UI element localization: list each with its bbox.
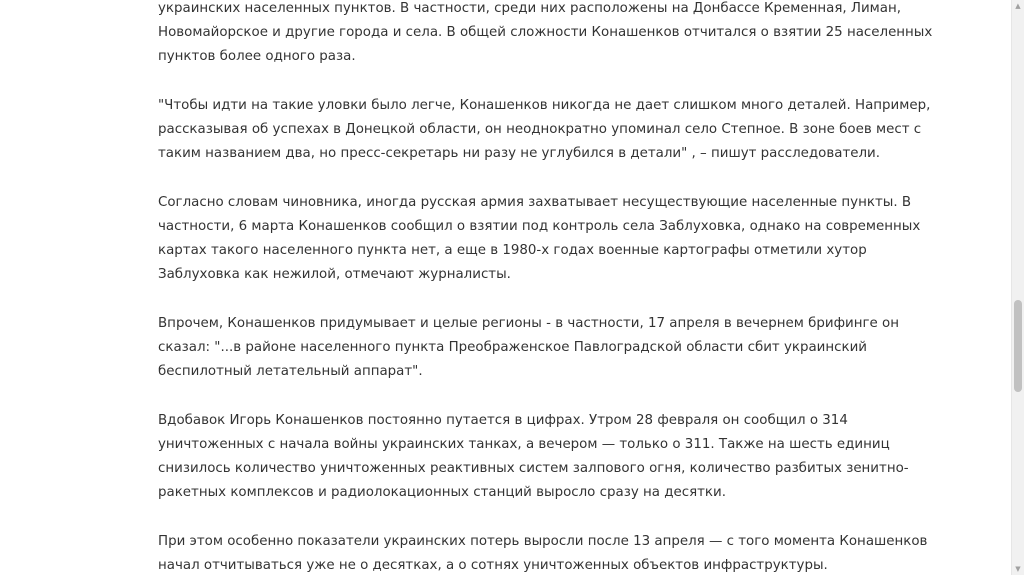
vertical-scrollbar[interactable]	[1011, 0, 1024, 575]
paragraph-line: уничтоженных с начала войны украинских танках, а вечером — только о 311. Также на шесть единиц	[158, 437, 890, 452]
article-paragraph-4	[158, 312, 899, 384]
article-paragraph-2	[158, 94, 931, 166]
article-paragraph-3	[158, 191, 921, 287]
paragraph-line: Вдобавок Игорь Конашенков постоянно путается в цифрах. Утром 28 февраля он сообщил о 314	[158, 413, 848, 428]
article-paragraph-1	[158, 0, 933, 69]
paragraph-line: "Чтобы идти на такие уловки было легче, Конашенков никогда не дает слишком много деталей. Например,	[158, 98, 931, 113]
paragraph-line: частности, 6 марта Конашенков сообщил о взятии под контроль села Заблуховка, однако на современных	[158, 219, 921, 234]
paragraph-line: ракетных комплексов и радиолокационных станций выросло сразу на десятки.	[158, 485, 726, 500]
article-paragraph-6	[158, 530, 928, 575]
paragraph-line: Впрочем, Конашенков придумывает и целые регионы - в частности, 17 апреля в вечернем брифинге он	[158, 316, 899, 331]
paragraph-line: таким названием два, но пресс-секретарь ни разу не углубился в детали" , – пишут расследователи.	[158, 146, 881, 161]
paragraph-line: рассказывая об успехах в Донецкой области, он неоднократно упоминал село Степное. В зоне боев мест с	[158, 122, 922, 137]
paragraph-line: пунктов более одного раза.	[158, 49, 356, 64]
paragraph-line: При этом особенно показатели украинских потерь выросли после 13 апреля — с того момента Конашенков	[158, 534, 928, 549]
paragraph-line: беспилотный летательный аппарат".	[158, 364, 423, 379]
paragraph-line: картах такого населенного пункта нет, а еще в 1980-х годах военные картографы отметили хутор	[158, 243, 867, 258]
article-body	[158, 0, 933, 575]
scrollbar-thumb[interactable]	[1014, 300, 1022, 392]
article-paragraph-5	[158, 409, 909, 505]
paragraph-line: сказал: "...в районе населенного пункта Преображенское Павлоградской области сбит украинский	[158, 340, 867, 355]
scroll-down-arrow-icon[interactable]: ▼	[1015, 565, 1021, 573]
scroll-up-arrow-icon[interactable]: ▲	[1015, 2, 1021, 10]
paragraph-line: Заблуховка как нежилой, отмечают журналисты.	[158, 267, 511, 282]
paragraph-line: украинских населенных пунктов. В частности, среди них расположены на Донбассе Кременная, Лиман,	[158, 1, 901, 16]
paragraph-line: Согласно словам чиновника, иногда русская армия захватывает несуществующие населенные пункты. В	[158, 195, 912, 210]
paragraph-line: Новомайорское и другие города и села. В общей сложности Конашенков отчитался о взятии 25 населенных	[158, 25, 933, 40]
paragraph-line: снизилось количество уничтоженных реактивных систем залпового огня, количество разбитых зенитно-	[158, 461, 909, 476]
paragraph-line: начал отчитываться уже не о десятках, а о сотнях уничтоженных объектов инфраструктуры.	[158, 558, 828, 573]
